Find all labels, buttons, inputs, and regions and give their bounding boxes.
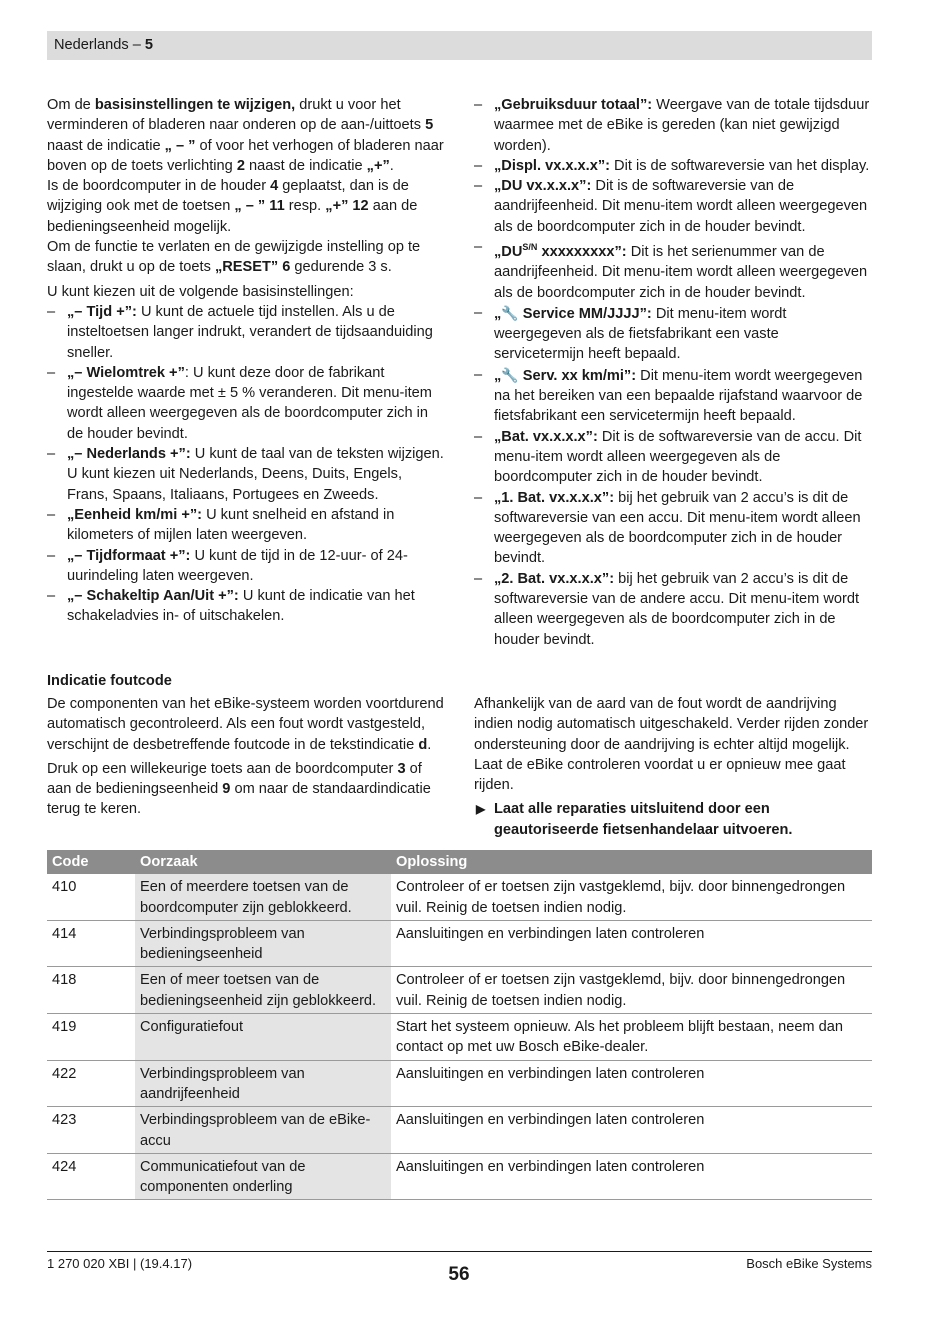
cell-code: 418 [47, 967, 135, 1014]
fault-paragraph-3: Afhankelijk van de aard van de fout wordt de aandrijving indien nodig automatisch uitgeschakeld. Verder rijden zonder ondersteuning door de aandrijving is echter altijd mogelijk. Laat de eBike controleren voordat u er opnieuw mee gaat rijden. [474, 696, 869, 794]
list-dash: – [474, 178, 483, 195]
text: Om de functie te verlaten en de gewijzigde instelling op te slaan, drukt u op de toets [47, 239, 421, 276]
text: Dit menu-item wordt weergegeven als de fietsfabrikant een vaste servicetermijn heeft bepaald. [494, 305, 787, 363]
intro-paragraph-4: U kunt kiezen uit de volgende basisinstellingen: [47, 283, 354, 300]
bold-text: „Eenheid km/mi +”: [67, 506, 203, 523]
table-row [47, 1153, 872, 1200]
fault-right-column [474, 694, 872, 840]
bold-text: „ – ” [164, 137, 196, 154]
cell-solution: Aansluitingen en verbindingen laten controleren [391, 1107, 872, 1154]
settings-list [47, 302, 447, 627]
bold-text: 4 [270, 178, 279, 195]
list-item [474, 365, 872, 427]
bold-text: „Displ. vx.x.x.x”: [494, 157, 610, 174]
error-code-table [47, 850, 872, 1200]
list-item [47, 505, 447, 546]
table-row [47, 967, 872, 1014]
list-dash: – [47, 547, 56, 564]
header-cause: Oorzaak [135, 850, 391, 874]
fault-paragraph-1 [47, 694, 447, 755]
text: U kunt de tijd in de 12-uur- of 24-uurindeling laten weergeven. [67, 547, 408, 584]
cell-solution: Aansluitingen en verbindingen laten controleren [391, 920, 872, 967]
text: Om de [47, 97, 95, 113]
bold-text: „ [494, 305, 502, 322]
right-column [474, 95, 872, 650]
text: of voor het verhogen of bladeren naar boven op de toets verlichting [47, 137, 444, 174]
bold-text: „– Nederlands +”: [67, 446, 191, 463]
text: Dit menu-item wordt weergegeven na het bereiken van een bepaalde rijafstand waarvoor de fietsfabrikant een servicetermijn heeft bepaald. [494, 367, 863, 425]
bold-text: „Gebruiksduur totaal”: [494, 97, 653, 113]
text: of aan de bedieningseenheid [47, 760, 422, 798]
text: gedurende 3 s. [290, 259, 392, 276]
text: resp. [284, 198, 326, 215]
cell-cause: Communicatiefout van de componenten onderling [135, 1153, 391, 1200]
left-column [47, 95, 447, 627]
text: De componenten van het eBike-systeem worden voortdurend automatisch gecontroleerd. Als een fout wordt vastgesteld, verschijnt de desbetreffende foutcode in de tekstindicatie [47, 696, 444, 753]
list-dash: – [474, 157, 483, 174]
fault-left-column [47, 694, 447, 820]
list-item [474, 569, 872, 650]
list-dash: – [474, 366, 483, 383]
cell-solution: Controleer of er toetsen zijn vastgeklemd, bijv. door binnengedrongen vuil. Reinig de toetsen indien nodig. [391, 874, 872, 920]
list-item [474, 303, 872, 365]
header-language: Nederlands [54, 37, 129, 53]
footer-brand: Bosch eBike Systems [746, 1256, 872, 1271]
cell-solution: Aansluitingen en verbindingen laten controleren [391, 1153, 872, 1200]
header-page-ref: 5 [144, 37, 153, 53]
text: U kunt de actuele tijd instellen. Als u de insteltoetsen langer indrukt, verandert de tijdsaanduiding sneller. [67, 303, 433, 361]
bold-text: 9 [222, 781, 231, 798]
text: Dit is de softwareversie van de aandrijfeenheid. Dit menu-item wordt alleen weergegeven als de boordcomputer zich in de houder bevindt. [494, 178, 868, 235]
text: drukt u voor het verminderen of bladeren naar onderen op de aan-/uittoets [47, 97, 426, 134]
text: : U kunt deze door de fabrikant ingestelde waarde met ± 5 % veranderen. Dit menu-item wordt alleen weergegeven als de boordcomputer zich in de houder bevindt. [67, 364, 432, 442]
fault-section-title: Indicatie foutcode [47, 673, 172, 689]
cell-solution: Aansluitingen en verbindingen laten controleren [391, 1060, 872, 1107]
cell-cause: Verbindingsprobleem van bedieningseenheid [135, 920, 391, 967]
list-dash: – [474, 489, 483, 506]
list-dash: – [474, 304, 483, 321]
header-solution: Oplossing [391, 850, 872, 874]
warning-text: Laat alle reparaties uitsluitend door een geautoriseerde fietsenhandelaar uitvoeren. [494, 801, 793, 838]
cell-code: 419 [47, 1014, 135, 1061]
table-body [47, 874, 872, 1200]
list-dash: – [474, 239, 483, 256]
cell-code: 423 [47, 1107, 135, 1154]
list-item [47, 444, 447, 505]
bold-text: d [418, 736, 428, 753]
text: Weergave van de totale tijdsduur waarmee met de eBike is gereden (kan niet gewijzigd worden). [494, 97, 870, 154]
list-item [474, 156, 872, 176]
triangle-right-icon: ▶ [476, 802, 486, 817]
cell-solution: Start het systeem opnieuw. Als het probleem blijft bestaan, neem dan contact op met uw Bosch eBike-dealer. [391, 1014, 872, 1061]
text: U kunt de taal van de teksten wijzigen. U kunt kiezen uit Nederlands, Deens, Duits, Engels, Frans, Spaans, Italiaans, Portugees en Zweeds. [67, 446, 444, 503]
list-dash: – [47, 364, 56, 381]
bold-text: „+” [366, 157, 390, 174]
list-item [474, 427, 872, 488]
text: aan de bedieningseenheid mogelijk. [47, 198, 418, 235]
cell-code: 410 [47, 874, 135, 920]
cell-code: 424 [47, 1153, 135, 1200]
header-separator: – [128, 37, 145, 53]
bold-text: Service MM/JJJJ”: [518, 305, 652, 322]
text: Is de boordcomputer in de houder [47, 178, 271, 195]
fault-paragraph-2 [47, 759, 447, 820]
text: Dit is de softwareversie van de accu. Dit menu-item wordt alleen weergegeven als de boordcomputer zich in de houder bevindt. [494, 428, 862, 486]
bold-text: „DU vx.x.x.x”: [494, 178, 592, 195]
text: naast de indicatie [47, 137, 165, 154]
list-dash: – [474, 570, 483, 587]
intro-paragraph-1 [47, 95, 447, 176]
table-row [47, 920, 872, 967]
wrench-icon: 🔧 [501, 304, 519, 321]
footer-rule [47, 1251, 872, 1252]
list-item [47, 546, 447, 587]
cell-cause: Verbindingsprobleem van de eBike-accu [135, 1107, 391, 1154]
bold-text: 3 [397, 760, 406, 777]
text: naast de indicatie [244, 157, 367, 174]
bold-text: „ [494, 367, 502, 384]
table-row [47, 1107, 872, 1154]
table-header-row [47, 850, 872, 874]
list-dash: – [474, 97, 483, 113]
cell-cause: Een of meer toetsen van de bedieningseenheid zijn geblokkeerd. [135, 967, 391, 1014]
intro-paragraph-2 [47, 176, 447, 237]
warning-note [474, 799, 872, 840]
list-item [474, 95, 872, 156]
table-row [47, 874, 872, 920]
wrench-icon: 🔧 [501, 366, 519, 383]
text: . [389, 157, 394, 174]
bold-text: „+” 12 [325, 198, 369, 215]
page-number: 56 [448, 1264, 470, 1285]
text: U kunt snelheid en afstand in kilometers of mijlen laten weergeven. [67, 506, 395, 544]
bold-text: „– Tijd +”: [67, 303, 137, 320]
bold-text: „– Schakeltip Aan/Uit +”: [67, 588, 239, 605]
intro-paragraph-3 [47, 237, 447, 278]
page-header [47, 31, 872, 60]
table-row [47, 1060, 872, 1107]
bold-text: 5 [425, 117, 434, 134]
cell-solution: Controleer of er toetsen zijn vastgeklemd, bijv. door binnengedrongen vuil. Reinig de toetsen indien nodig. [391, 967, 872, 1014]
bold-text: „– Wielomtrek +” [67, 364, 185, 381]
list-dash: – [47, 506, 56, 523]
header-code: Code [47, 850, 135, 874]
text: Dit is het serienummer van de aandrijfeenheid. Dit menu-item wordt alleen weergegeven als de boordcomputer zich in de houder bevindt. [494, 243, 868, 301]
list-dash: – [47, 446, 56, 463]
list-item [474, 237, 872, 303]
bold-text: „2. Bat. vx.x.x.x”: [494, 570, 615, 587]
text: . [427, 736, 432, 753]
text: bij het gebruik van 2 accu’s is dit de softwareversie van een accu. Dit menu-item wordt alleen weergegeven als de boordcomputer zich in de houder bevindt. [494, 489, 861, 567]
list-item [474, 488, 872, 569]
text: geplaatst, dan is de wijziging ook met de toetsen [47, 178, 409, 215]
table-row [47, 1014, 872, 1061]
bold-text: S/N [522, 242, 538, 253]
bold-text: „Bat. vx.x.x.x”: [494, 428, 598, 445]
text: om naar de standaardindicatie terug te keren. [47, 781, 431, 818]
bold-text: „1. Bat. vx.x.x.x”: [494, 489, 615, 506]
list-dash: – [474, 428, 483, 445]
list-dash: – [47, 588, 56, 605]
cell-code: 422 [47, 1060, 135, 1107]
bold-text: „RESET” 6 [214, 259, 291, 276]
bold-text: „– Tijdformaat +”: [67, 547, 191, 564]
bold-text: 2 [236, 157, 245, 174]
bold-text: basisinstellingen te wijzigen, [94, 97, 296, 113]
footer-doc-ref: 1 270 020 XBI | (19.4.17) [47, 1256, 193, 1271]
bold-text: „DU [494, 243, 523, 260]
cell-cause: Configuratiefout [135, 1014, 391, 1061]
text: Druk op een willekeurige toets aan de boordcomputer [47, 760, 398, 777]
text: bij het gebruik van 2 accu’s is dit de softwareversie van de andere accu. Dit menu-item wordt alleen weergegeven als de boordcomputer zich in de houder bevindt. [494, 570, 860, 648]
cell-cause: Verbindingsprobleem van aandrijfeenheid [135, 1060, 391, 1107]
list-item [47, 302, 447, 363]
list-dash: – [47, 303, 56, 320]
list-item [474, 176, 872, 237]
bold-text: xxxxxxxxx”: [537, 243, 627, 260]
bold-text: Serv. xx km/mi”: [518, 367, 637, 384]
cell-code: 414 [47, 920, 135, 967]
cell-cause: Een of meerdere toetsen van de boordcomputer zijn geblokkeerd. [135, 874, 391, 920]
list-item [47, 586, 447, 627]
bold-text: „ – ” 11 [234, 198, 285, 215]
text: Dit is de softwareversie van het display. [610, 157, 870, 174]
text: U kunt de indicatie van het schakeladvies in- of uitschakelen. [67, 588, 415, 625]
list-item [47, 363, 447, 444]
info-list [474, 95, 872, 650]
